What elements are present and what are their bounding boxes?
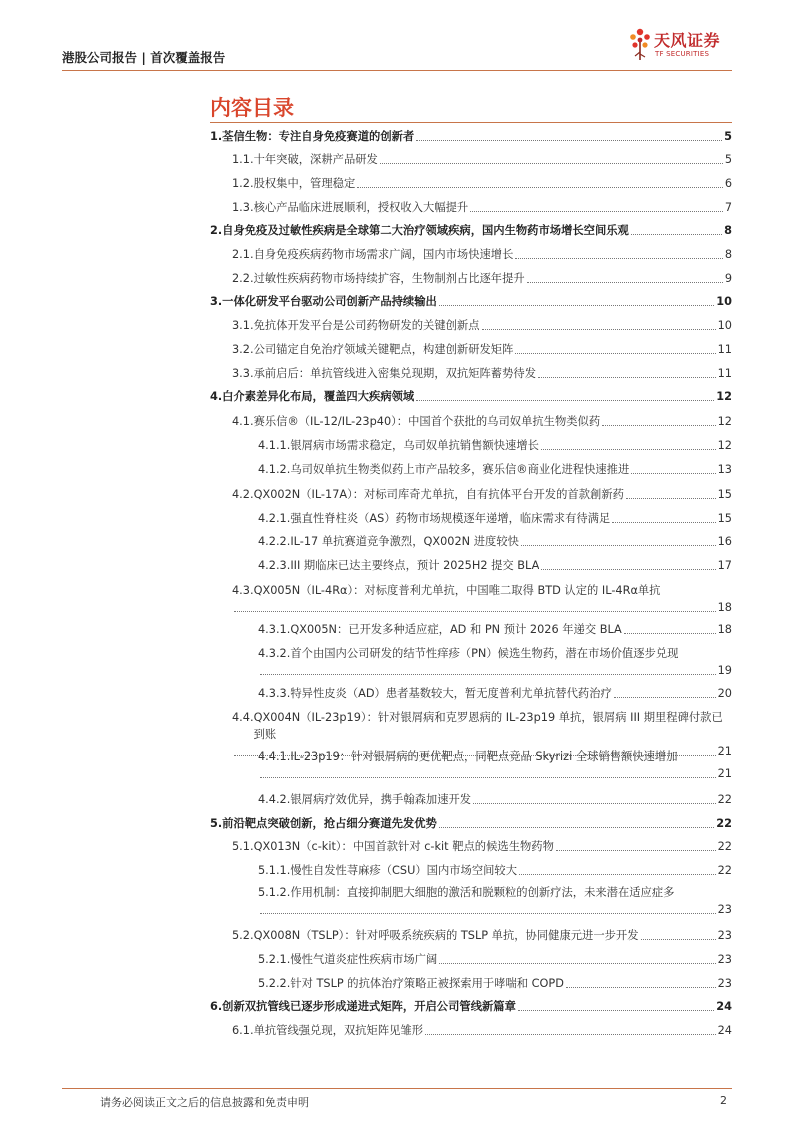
toc-entry-number: 2.1. [232, 248, 254, 261]
toc-entry-title: 自身免疫疾病药物市场需求广阔，国内市场快速增长 [253, 248, 514, 261]
toc-entry[interactable] [232, 413, 732, 430]
toc-entry-number: 4.3. [232, 584, 254, 597]
toc-entry-title: 白介素差异化布局，覆盖四大疾病领域 [222, 390, 415, 403]
toc-entry[interactable] [258, 748, 732, 782]
toc-entry-page: 23 [717, 977, 732, 990]
toc-entry-page: 21 [717, 767, 732, 780]
toc-title: 内容目录 [210, 96, 294, 120]
toc-entry-number: 4.2.3. [258, 559, 291, 572]
toc-leader-dots [556, 850, 716, 851]
toc-entry-title: 创新双抗管线已逐步形成递进式矩阵，开启公司管线新篇章 [222, 1000, 516, 1013]
flower-logo-icon [628, 26, 652, 62]
toc-leader-dots [519, 874, 716, 875]
toc-entry-title: 荃信生物：专注自身免疫赛道的创新者 [222, 130, 415, 143]
toc-entry-page: 12 [717, 439, 732, 452]
toc-leader-dots [626, 498, 716, 499]
toc-entry-page: 20 [717, 687, 732, 700]
toc-entry[interactable] [232, 838, 732, 855]
toc-entry-number: 4.2. [232, 488, 254, 501]
toc-entry[interactable] [258, 645, 732, 679]
toc-entry[interactable] [258, 975, 732, 992]
toc-leader-dots [631, 473, 715, 474]
toc-entry-number: 5.1. [232, 840, 254, 853]
toc-entry[interactable] [232, 582, 732, 616]
toc-entry[interactable] [210, 998, 732, 1015]
toc-entry-number: 5.1.2. [258, 886, 291, 899]
toc-entry[interactable] [232, 317, 732, 334]
toc-leader-dots [566, 987, 716, 988]
toc-entry-number: 5.2.2. [258, 977, 291, 990]
toc-entry-title: 针对 TSLP 的抗体治疗策略正被探索用于哮喘和 COPD [290, 977, 564, 990]
toc-entry-number: 3.2. [232, 343, 254, 356]
toc-entry[interactable] [232, 246, 732, 263]
toc-entry-number: 5.1.1. [258, 864, 291, 877]
toc-leader-dots [425, 1034, 716, 1035]
footer-divider [62, 1088, 732, 1089]
toc-entry[interactable] [210, 815, 732, 832]
toc-leader-dots [521, 545, 716, 546]
toc-entry[interactable] [210, 293, 732, 310]
toc-entry-page: 22 [716, 817, 732, 830]
toc-leader-dots [439, 305, 714, 306]
toc-entry[interactable] [258, 884, 732, 918]
toc-entry-number: 4.1.2. [258, 463, 291, 476]
toc-entry[interactable] [232, 175, 732, 192]
toc-leader-dots [482, 329, 716, 330]
toc-entry-title: QX004N（IL-23p19）：针对银屑病和克罗恩病的 IL-23p19 单抗，银屑病 III 期里程碑付款已到账 [253, 711, 723, 741]
header-divider [62, 70, 732, 71]
toc-entry-number: 4.4. [232, 711, 254, 724]
toc-entry-number: 4.2.2. [258, 535, 291, 548]
toc-entry-page: 23 [717, 953, 732, 966]
toc-leader-dots [631, 234, 722, 235]
toc-entry-number: 5. [210, 817, 223, 830]
toc-leader-dots [439, 827, 714, 828]
toc-entry[interactable] [258, 791, 732, 808]
toc-entry-page: 17 [717, 559, 732, 572]
toc-entry-page: 12 [717, 415, 732, 428]
toc-leader-dots [541, 449, 716, 450]
toc-leader-dots [357, 187, 723, 188]
toc-entry-title: QX002N（IL-17A）：对标司库奇尤单抗，自有抗体平台开发的首款創新药 [253, 488, 624, 501]
toc-entry[interactable] [258, 685, 732, 702]
toc-entry[interactable] [258, 461, 732, 478]
toc-entry-title: 核心产品临床进展顺利，授权收入大幅提升 [253, 201, 469, 214]
toc-entry-title: QX005N：已开发多种适应症，AD 和 PN 预计 2026 年递交 BLA [290, 623, 622, 636]
toc-leader-dots [518, 1010, 714, 1011]
toc-leader-dots [641, 939, 716, 940]
toc-entry-title: IL-23p19：针对银屑病的更优靶点，同靶点竞品 Skyrizi 全球销售额快速增加 [290, 750, 678, 763]
toc-entry-page: 23 [717, 903, 732, 916]
toc-entry-number: 4.2.1. [258, 512, 291, 525]
toc-leader-dots [473, 803, 716, 804]
toc-entry-page: 6 [724, 177, 732, 190]
disclaimer-text: 请务必阅读正文之后的信息披露和免责申明 [100, 1096, 309, 1109]
toc-entry-page: 8 [724, 224, 732, 237]
toc-entry-page: 23 [717, 929, 732, 942]
toc-entry-page: 18 [717, 623, 732, 636]
toc-title-divider [210, 122, 732, 123]
toc-leader-dots [416, 400, 714, 401]
toc-entry-title: 慢性自发性荨麻疹（CSU）国内市场空间较大 [290, 864, 518, 877]
toc-leader-dots [515, 258, 722, 259]
toc-entry[interactable] [232, 927, 732, 944]
toc-entry-number: 4.1. [232, 415, 254, 428]
toc-entry-number: 3. [210, 295, 223, 308]
toc-entry-title: 首个由国内公司研发的结节性痒疹（PN）候选生物药，潜在市场价值逐步兑现 [290, 647, 679, 660]
toc-entry[interactable] [232, 341, 732, 358]
toc-leader-dots [614, 697, 716, 698]
toc-leader-dots [416, 140, 722, 141]
toc-entry[interactable] [232, 1022, 732, 1039]
toc-entry-page: 9 [724, 272, 732, 285]
toc-entry-title: IL-17 单抗赛道竞争激烈，QX002N 进度较快 [290, 535, 519, 548]
toc-entry-title: 乌司奴单抗生物类似药上市产品较多，赛乐信®商业化进程快速推进 [290, 463, 630, 476]
toc-entry-title: 赛乐信®（IL-12/IL-23p40）：中国首个获批的乌司奴单抗生物类似药 [253, 415, 601, 428]
toc-entry-page: 22 [717, 864, 732, 877]
toc-entry[interactable] [232, 270, 732, 287]
toc-entry-title: 慢性气道炎症性疾病市场广阔 [290, 953, 438, 966]
toc-entry-title: 十年突破，深耕产品研发 [253, 153, 378, 166]
toc-entry-title: QX005N（IL-4Rα）：对标度普利尤单抗，中国唯二取得 BTD 认定的 IL-4Rα单抗 [253, 584, 661, 597]
toc-entry-number: 1.1. [232, 153, 254, 166]
toc-entry-title: 自身免疫及过敏性疾病是全球第二大治疗领域疾病，国内生物药市场增长空间乐观 [222, 224, 629, 237]
toc-leader-dots [439, 963, 715, 964]
toc-leader-dots [234, 611, 716, 612]
toc-leader-dots [541, 569, 715, 570]
toc-entry-number: 4.1.1. [258, 439, 291, 452]
toc-entry-number: 4.3.1. [258, 623, 291, 636]
toc-entry-page: 24 [716, 1000, 732, 1013]
toc-entry[interactable] [258, 557, 732, 574]
toc-entry-page: 12 [716, 390, 732, 403]
toc-entry-page: 11 [717, 367, 732, 380]
toc-entry-title: 过敏性疾病药物市场持续扩容，生物制剂占比逐年提升 [253, 272, 525, 285]
toc-entry-page: 21 [717, 745, 732, 758]
toc-entry-page: 5 [724, 130, 732, 143]
page-number: 2 [720, 1094, 727, 1107]
toc-leader-dots [624, 633, 716, 634]
toc-leader-dots [380, 163, 723, 164]
toc-entry[interactable] [258, 533, 732, 550]
toc-leader-dots [260, 913, 716, 914]
toc-entry-number: 1.3. [232, 201, 254, 214]
toc-entry-page: 15 [717, 512, 732, 525]
toc-entry-number: 5.2.1. [258, 953, 291, 966]
toc-entry-number: 4.4.1. [258, 750, 291, 763]
toc-entry[interactable] [232, 199, 732, 216]
toc-entry[interactable] [258, 510, 732, 527]
toc-entry-title: 免抗体开发平台是公司药物研发的关键创新点 [253, 319, 480, 332]
toc-leader-dots [538, 377, 716, 378]
toc-entry-title: III 期临床已达主要终点，预计 2025H2 提交 BLA [290, 559, 540, 572]
toc-entry-number: 6. [210, 1000, 223, 1013]
toc-entry[interactable] [258, 437, 732, 454]
toc-leader-dots [612, 522, 715, 523]
toc-entry-number: 1.2. [232, 177, 254, 190]
toc-entry-number: 2. [210, 224, 223, 237]
toc-entry-number: 2.2. [232, 272, 254, 285]
toc-entry-number: 1. [210, 130, 223, 143]
toc-entry-title: 特异性皮炎（AD）患者基数较大，暂无度普利尤单抗替代药治疗 [290, 687, 612, 700]
toc-entry[interactable] [210, 128, 732, 145]
toc-leader-dots [527, 282, 723, 283]
toc-leader-dots [260, 674, 716, 675]
toc-entry[interactable] [232, 151, 732, 168]
toc-entry-number: 3.3. [232, 367, 254, 380]
toc-entry-title: QX013N（c-kit）：中国首款针对 c-kit 靶点的候选生物药物 [253, 840, 554, 853]
toc-leader-dots [260, 777, 716, 778]
toc-entry-page: 5 [724, 153, 732, 166]
toc-entry-number: 6.1. [232, 1024, 254, 1037]
toc-entry[interactable] [232, 365, 732, 382]
toc-entry-title: 银屑病疗效优异，携手翰森加速开发 [290, 793, 472, 806]
toc-entry-number: 3.1. [232, 319, 254, 332]
toc-entry[interactable] [258, 862, 732, 879]
toc-entry[interactable] [258, 951, 732, 968]
toc-entry-page: 19 [717, 664, 732, 677]
toc-entry[interactable] [258, 621, 732, 638]
toc-entry-number: 4.3.2. [258, 647, 291, 660]
toc-entry[interactable] [210, 388, 732, 405]
toc-entry-page: 15 [717, 488, 732, 501]
toc-entry-page: 13 [717, 463, 732, 476]
toc-leader-dots [515, 353, 715, 354]
tf-securities-logo: 天风证券 TF SECURITIES [628, 26, 738, 66]
toc-entry-page: 22 [717, 793, 732, 806]
toc-entry-page: 8 [724, 248, 732, 261]
toc-leader-dots [470, 211, 723, 212]
toc-entry-number: 4.3.3. [258, 687, 291, 700]
toc-entry-title: 前沿靶点突破创新，抢占细分赛道先发优势 [222, 817, 437, 830]
toc-entry-number: 5.2. [232, 929, 254, 942]
toc-entry-title: 股权集中，管理稳定 [253, 177, 356, 190]
toc-entry-number: 4. [210, 390, 223, 403]
toc-entry-title: 承前启后：单抗管线进入密集兑现期，双抗矩阵蓄势待发 [253, 367, 536, 380]
toc-entry-number: 4.4.2. [258, 793, 291, 806]
toc-entry-title: QX008N（TSLP）：针对呼吸系统疾病的 TSLP 单抗，协同健康元进一步开发 [253, 929, 639, 942]
toc-entry-title: 作用机制：直接抑制肥大细胞的激活和脱颗粒的创新疗法，未来潜在适应症多 [290, 886, 675, 899]
toc-entry-page: 10 [716, 295, 732, 308]
toc-entry-page: 7 [724, 201, 732, 214]
toc-entry-page: 10 [717, 319, 732, 332]
toc-entry[interactable] [232, 486, 732, 503]
toc-entry[interactable] [210, 222, 732, 239]
toc-entry-page: 22 [717, 840, 732, 853]
toc-entry-title: 一体化研发平台驱动公司创新产品持续输出 [222, 295, 437, 308]
report-type-label: 港股公司报告 | 首次覆盖报告 [62, 50, 226, 65]
toc-entry-page: 18 [717, 601, 732, 614]
toc-entry-title: 公司锚定自免治疗领域关键靶点，构建创新研发矩阵 [253, 343, 514, 356]
toc-entry-page: 16 [717, 535, 732, 548]
toc-entry-title: 银屑病市场需求稳定，乌司奴单抗销售额快速增长 [290, 439, 539, 452]
toc-entry-title: 单抗管线强兑现，双抗矩阵见雏形 [253, 1024, 424, 1037]
toc-leader-dots [602, 425, 715, 426]
toc-entry-page: 11 [717, 343, 732, 356]
toc-entry-title: 强直性脊柱炎（AS）药物市场规模逐年递增，临床需求有待满足 [290, 512, 611, 525]
toc-entry-page: 24 [717, 1024, 732, 1037]
